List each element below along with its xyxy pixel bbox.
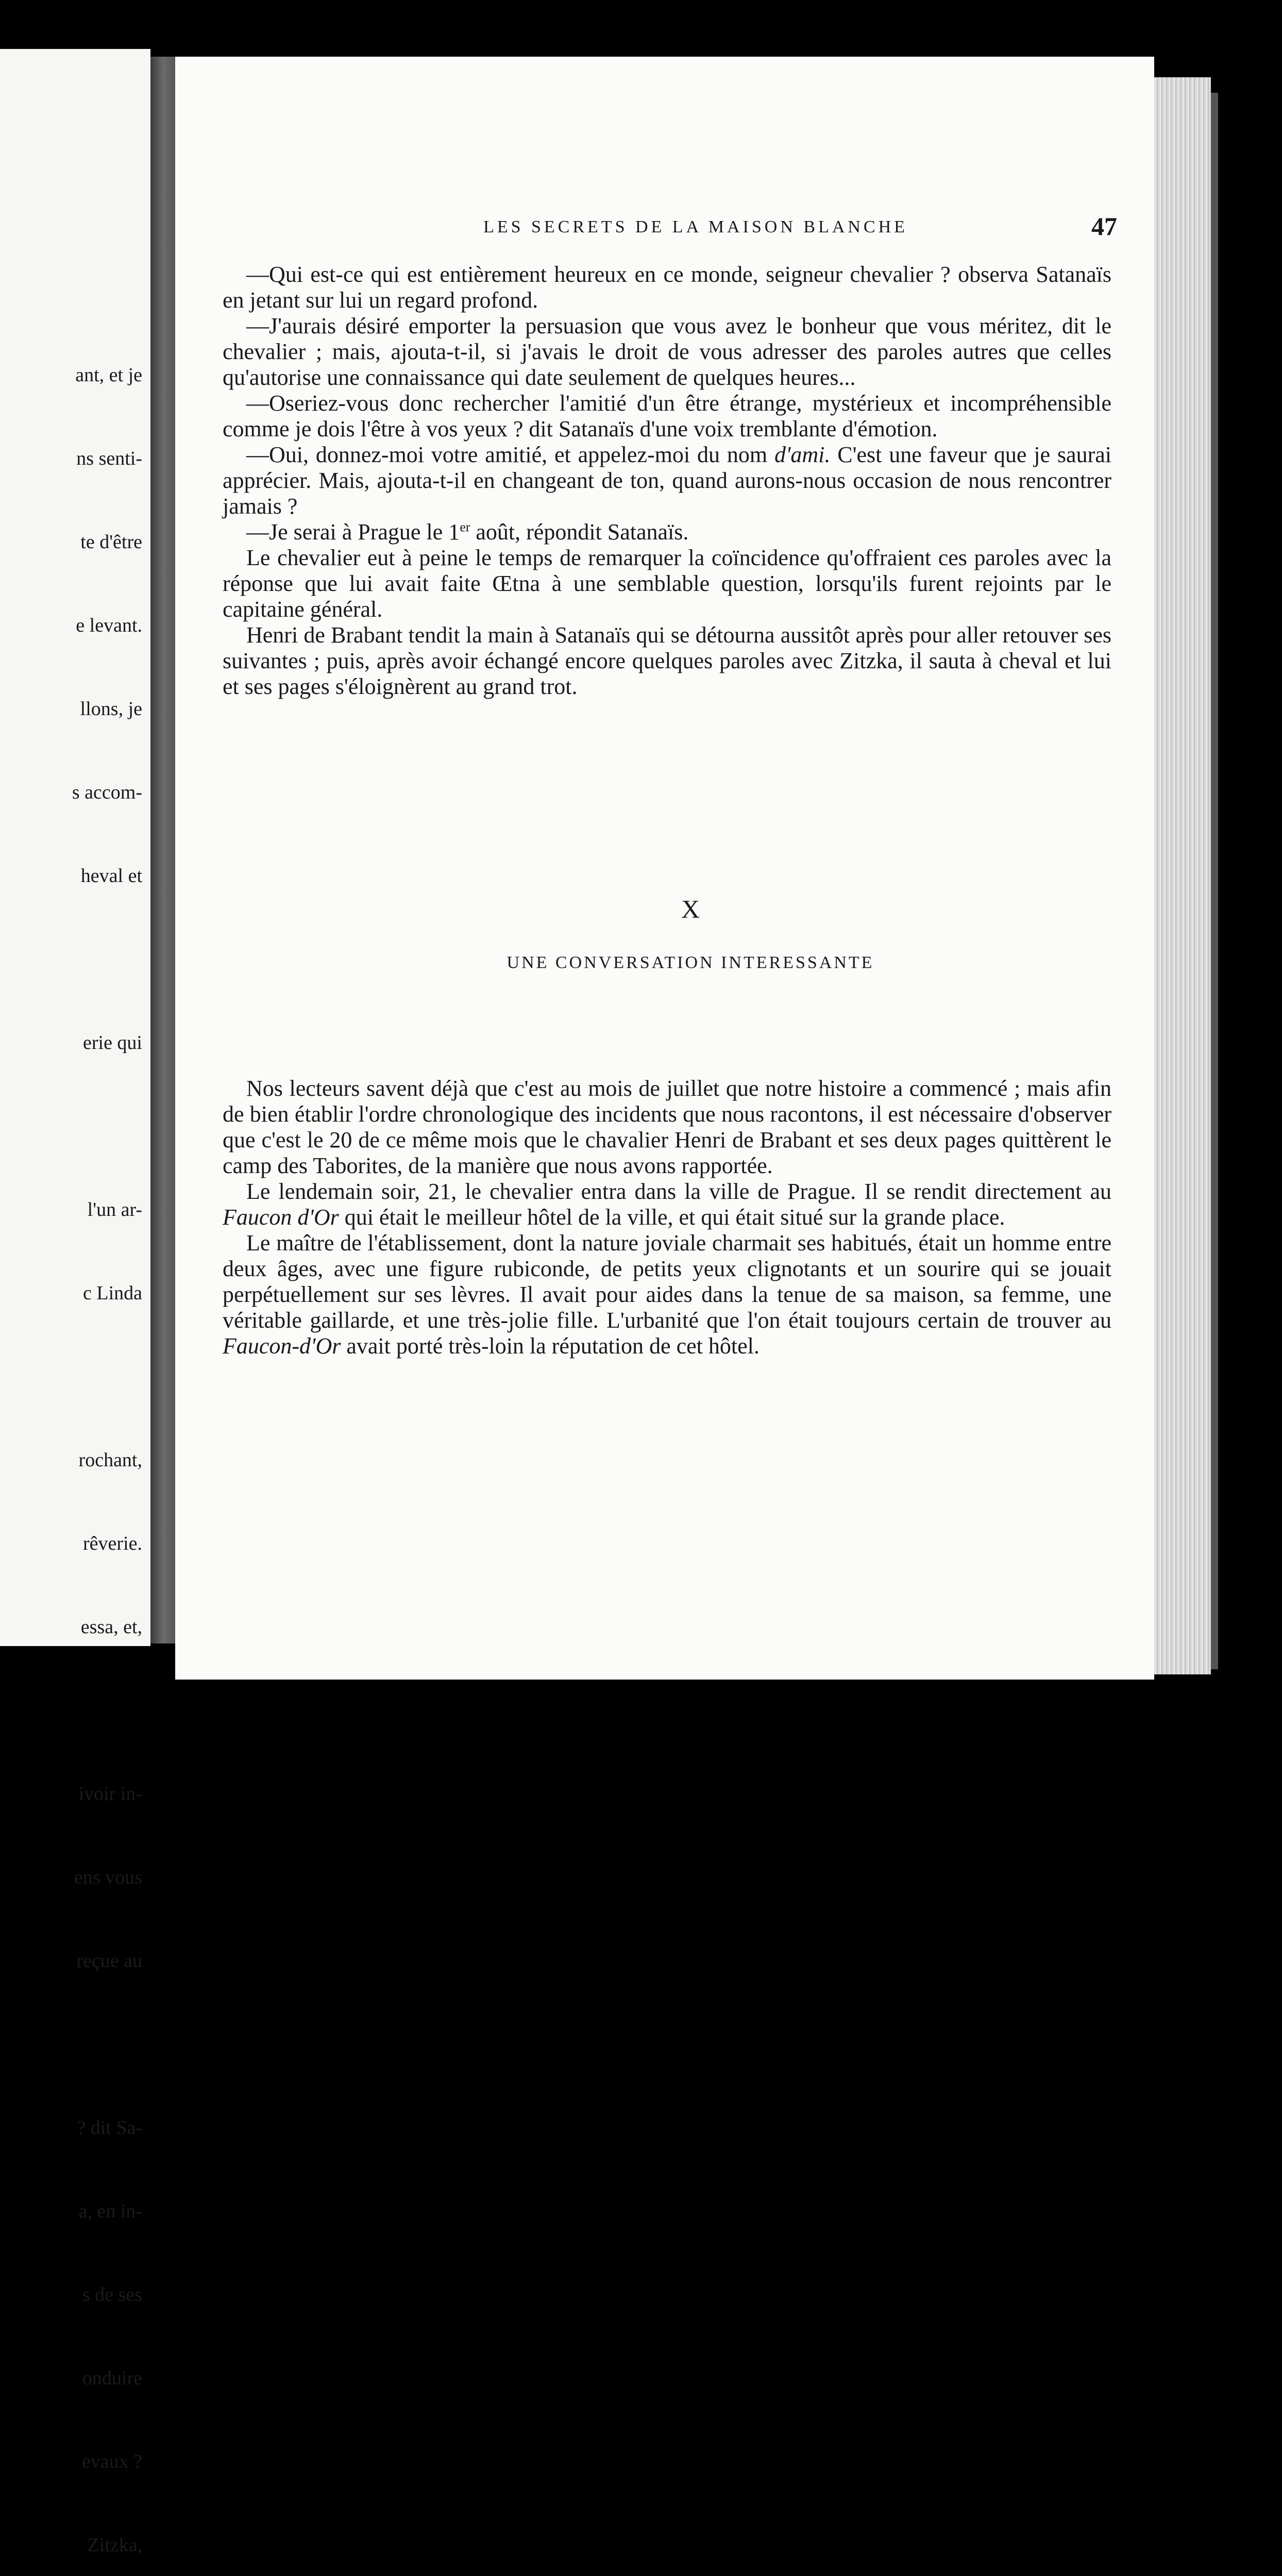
dialogue-block [223,262,1111,700]
paragraph: Henri de Brabant tendit la main à Satanaïs qui se détourna aussitôt après pour aller retouver ses suivantes ; puis, après avoir échangé encore quelques paroles avec Zitzka, il sauta à cheval et lui et ses pages s'éloignèrent au grand trot. [223,622,1111,699]
paragraph [223,1230,1111,1359]
previous-page-lines [72,306,142,2576]
left-line: c Linda [82,1282,142,1304]
left-line: evaux ? [81,2451,142,2472]
italic-name: Faucon d'Or [223,1205,339,1230]
left-line: rochant, [78,1449,142,1471]
superscript: er [460,519,470,535]
text-span: Le maître de l'établissement, dont la nature joviale charmait ses habitués, était un homme entre deux âges, avec une figure rubiconde, de petits yeux clignotants et un sourire qui se jouait perpétuellement sur ses lèvres. Il avait pour aides dans la tenue de sa maison, sa femme, une véritable gaillarde, et une très-jolie fille. L'urbanité que l'on était toujours certain de trouver au [223,1230,1111,1333]
left-line: heval et [80,865,142,887]
paragraph [223,1179,1111,1230]
text-span: Le lendemain soir, 21, le chevalier entra dans la ville de Prague. Il se rendit directement au [246,1179,1111,1204]
italic-name: Faucon-d'Or [223,1333,341,1359]
left-line: ns senti- [76,448,142,469]
paragraph-prague [223,519,1111,545]
book-page [175,57,1154,1680]
italic-word: d'ami. [774,442,831,467]
left-line: a, en in- [78,2200,142,2222]
left-line: essa, et, [80,1616,142,1638]
left-line: erie qui [82,1032,142,1054]
previous-page-fragment [0,49,150,2556]
left-line: ens vous [74,1867,142,1888]
text-span: avait porté très-loin la réputation de cet hôtel. [341,1333,760,1359]
left-line [72,1112,142,1140]
page-number: 47 [1091,212,1117,241]
paragraph: Le chevalier eut à peine le temps de remarquer la coïncidence qu'offraient ces paroles avec la réponse que lui avait faite Œtna à une semblable question, lorsqu'ils furent rejoints par le capitaine général. [223,545,1111,622]
chapter-title: UNE CONVERSATION INTERESSANTE [507,953,874,972]
left-line: llons, je [80,698,142,720]
text-span: août, répondit Satanaïs. [470,519,689,545]
left-line: rêverie. [83,1533,142,1554]
left-line: ivoir in- [78,1783,142,1805]
text-span: qui était le meilleur hôtel de la ville, et qui était situé sur la grande place. [339,1205,1005,1230]
book-cover-edge [1211,93,1218,1669]
left-line: s accom- [72,782,142,803]
left-line [72,1697,142,1724]
text-span: —Je serai à Prague le 1 [246,519,460,545]
left-line: te d'être [80,531,142,553]
left-line [72,945,142,973]
paragraph: —Oui, donnez-moi votre amitié, et appelez-moi du nom d'ami. C'est une faveur que je saurai apprécier. Mais, ajouta-t-il en changeant de ton, quand aurons-nous occasion de nous rencontrer jamais ? [223,442,1111,519]
left-line: Zitzka, [87,2534,142,2556]
paragraph: —Oseriez-vous donc rechercher l'amitié d'un être étrange, mystérieux et incompréhensible comme je dois l'être à vos yeux ? dit Satanaïs d'une voix tremblante d'émotion. [223,391,1111,442]
left-line: reçue au [76,1950,142,1972]
page-stack-edge [1154,77,1211,1674]
running-head: LES SECRETS DE LA MAISON BLANCHE [483,217,908,236]
paragraph: —Qui est-ce qui est entièrement heureux en ce monde, seigneur chevalier ? observa Satanaïs en jetant sur lui un regard profond. [223,262,1111,313]
left-line: e levant. [76,615,142,636]
paragraph: Nos lecteurs savent déjà que c'est au mois de juillet que notre histoire a commencé ; mais afin de bien établir l'ordre chronologique des incidents que nous racontons, il est nécessaire d'observer que c'est le 20 de ce même mois que le chavalier Henri de Brabant et ses deux pages quittèrent le camp des Taborites, de la manière que nous avons rapportée. [223,1076,1111,1178]
left-line: l'un ar- [87,1199,142,1221]
left-line: ant, et je [75,364,142,386]
chapter-number: X [681,894,700,923]
left-line: onduire [82,2367,142,2389]
left-line: s de ses [82,2284,142,2306]
left-line [72,1363,142,1391]
left-line: ? dit Sa- [77,2117,142,2139]
chapter-text [223,1076,1111,1359]
left-line [72,2030,142,2058]
paragraph: —J'aurais désiré emporter la persuasion que vous avez le bonheur que vous méritez, dit le chevalier ; mais, ajouta-t-il, si j'avais le droit de vous adresser des paroles autres que celles qu'autorise une connaissance qui date seulement de quelques heures... [223,313,1111,390]
